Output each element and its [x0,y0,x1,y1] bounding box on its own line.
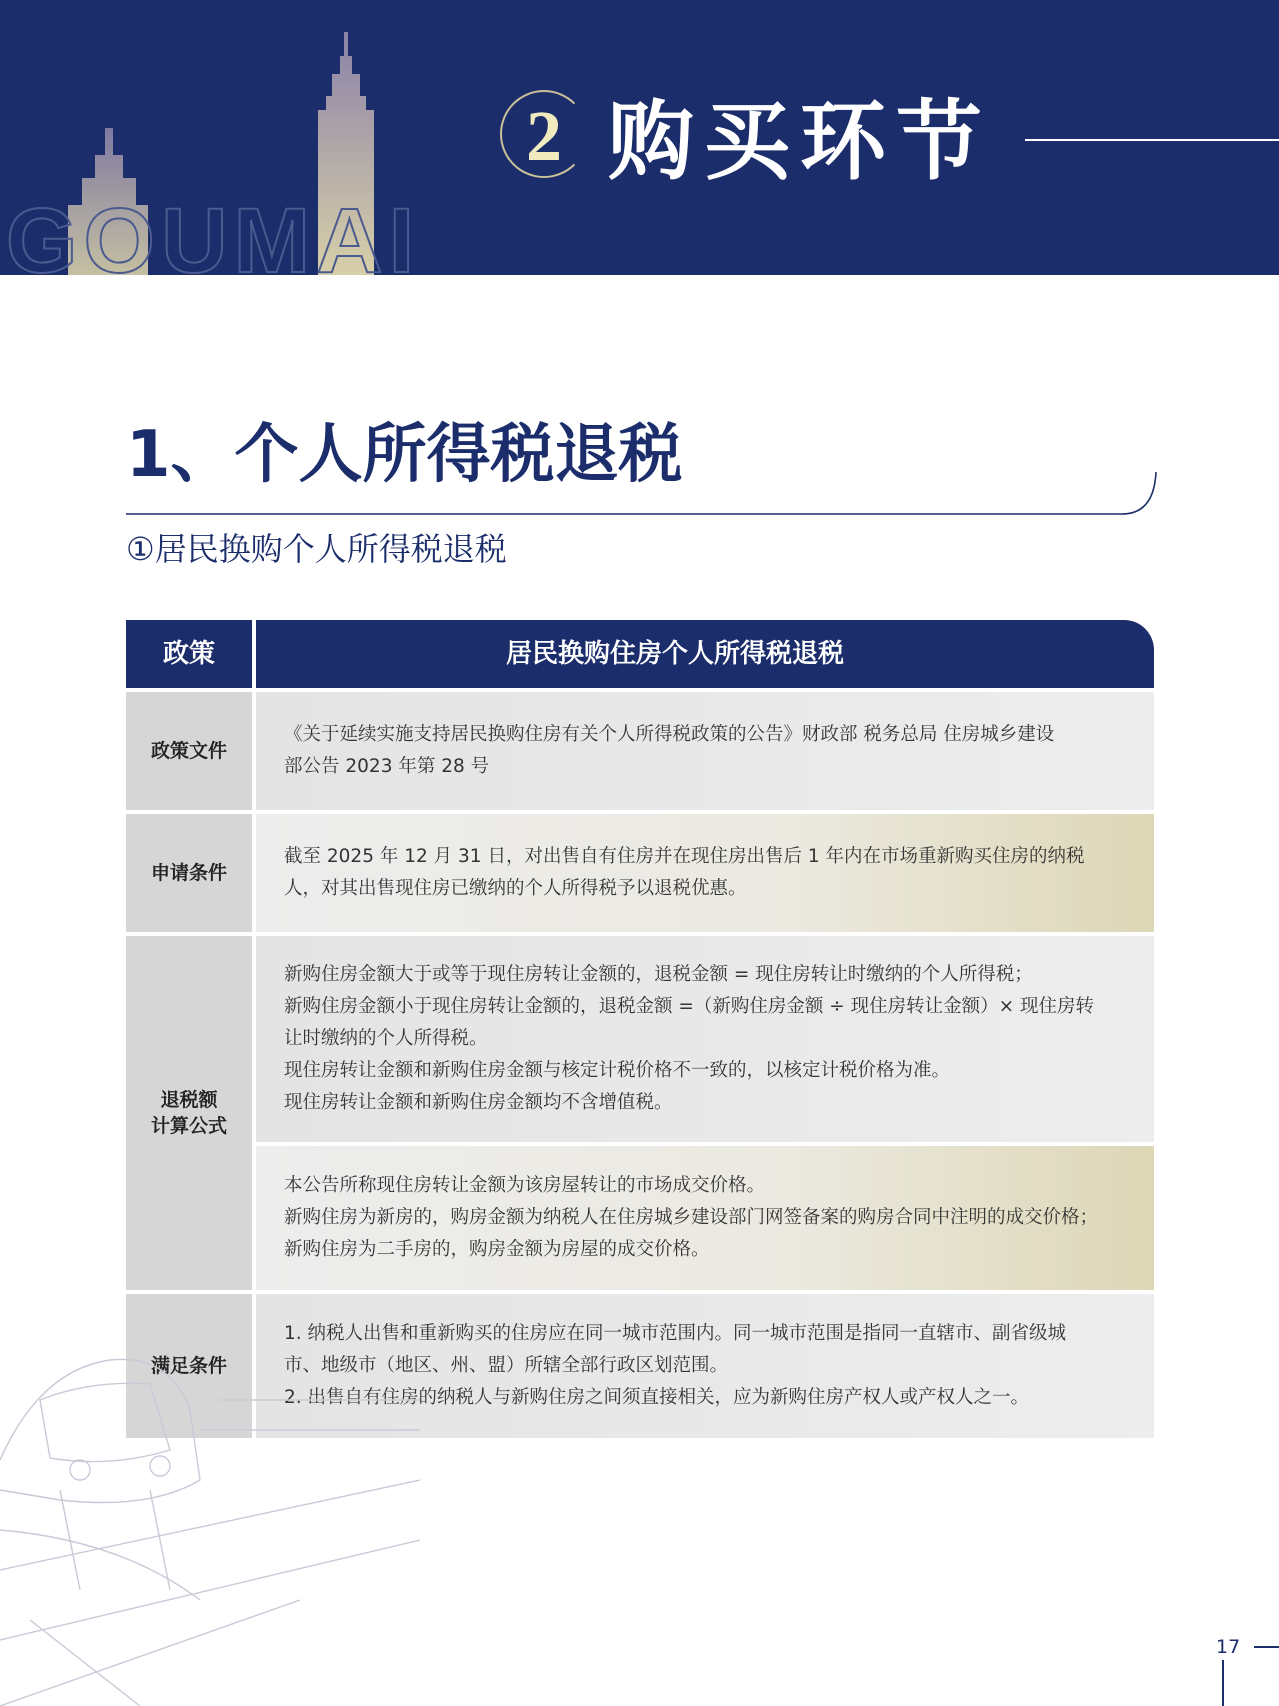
row-value-application-conditions [256,814,1154,932]
row-label-requirements: 满足条件 [126,1294,252,1438]
text-line: 本公告所称现住房转让金额为该房屋转让的市场成交价格。 [284,1175,766,1196]
page-number-dash [1254,1646,1279,1648]
text-line: 新购住房金额大于或等于现住房转让金额的，退税金额 = 现住房转让时缴纳的个人所得税； [284,964,1033,985]
table-header-label: 政策 [126,620,252,688]
text-line: 截至 2025 年 12 月 31 日，对出售自有住房并在现住房出售后 1 年内在市场重新购买住房的纳税 [284,846,1085,867]
page-number-tick [1222,1660,1224,1706]
chapter-number: 2 [526,96,562,176]
text-line: 2. 出售自有住房的纳税人与新购住房之间须直接相关，应为新购住房产权人或产权人之一。 [284,1387,1030,1408]
section-title-rule [126,470,1166,516]
chapter-number-badge [500,90,588,178]
text-line: 新购住房为二手房的，购房金额为房屋的成交价格。 [284,1239,710,1260]
chapter-banner [0,0,1279,275]
text-line: 现住房转让金额和新购住房金额均不含增值税。 [284,1092,673,1113]
row-value-refund-formula-block1 [256,936,1154,1142]
subsection-title: ①居民换购个人所得税退税 [126,530,507,568]
text-line: 市、地级市（地区、州、盟）所辖全部行政区划范围。 [284,1355,729,1376]
table-header-title: 居民换购住房个人所得税退税 [256,620,1154,688]
page-number: 17 [1216,1636,1241,1658]
text-line: 现住房转让金额和新购住房金额与核定计税价格不一致的，以核定计税价格为准。 [284,1060,951,1081]
row-value-refund-formula-block2 [256,1146,1154,1290]
chapter-title-rule [1025,139,1279,141]
section-title: 1、个人所得税退税 [126,418,683,492]
text-line: 人，对其出售现住房已缴纳的个人所得税予以退税优惠。 [284,878,747,899]
text-line: 部公告 2023 年第 28 号 [284,756,490,777]
text-line: 新购住房金额小于现住房转让金额的，退税金额 =（新购住房金额 ÷ 现住房转让金额）× 现住房转 [284,996,1095,1017]
row-value-policy-document [256,692,1154,810]
row-label-policy-document: 政策文件 [126,692,252,810]
text-line: 新购住房为新房的，购房金额为纳税人在住房城乡建设部门网签备案的购房合同中注明的成交价格； [284,1207,1099,1228]
text-line: 让时缴纳的个人所得税。 [284,1028,488,1049]
row-label-refund-formula: 退税额 计算公式 [126,936,252,1290]
banner-watermark: GOUMAI [6,190,421,275]
train-line-art [0,1340,420,1706]
chapter-title: 购买环节 [608,92,992,192]
text-line: 《关于延续实施支持居民换购住房有关个人所得税政策的公告》财政部 税务总局 住房城乡建设 [284,724,1055,745]
text-line: 1. 纳税人出售和重新购买的住房应在同一城市范围内。同一城市范围是指同一直辖市、副省级城 [284,1323,1067,1344]
row-label-application-conditions: 申请条件 [126,814,252,932]
skyline-illustration [0,0,520,275]
